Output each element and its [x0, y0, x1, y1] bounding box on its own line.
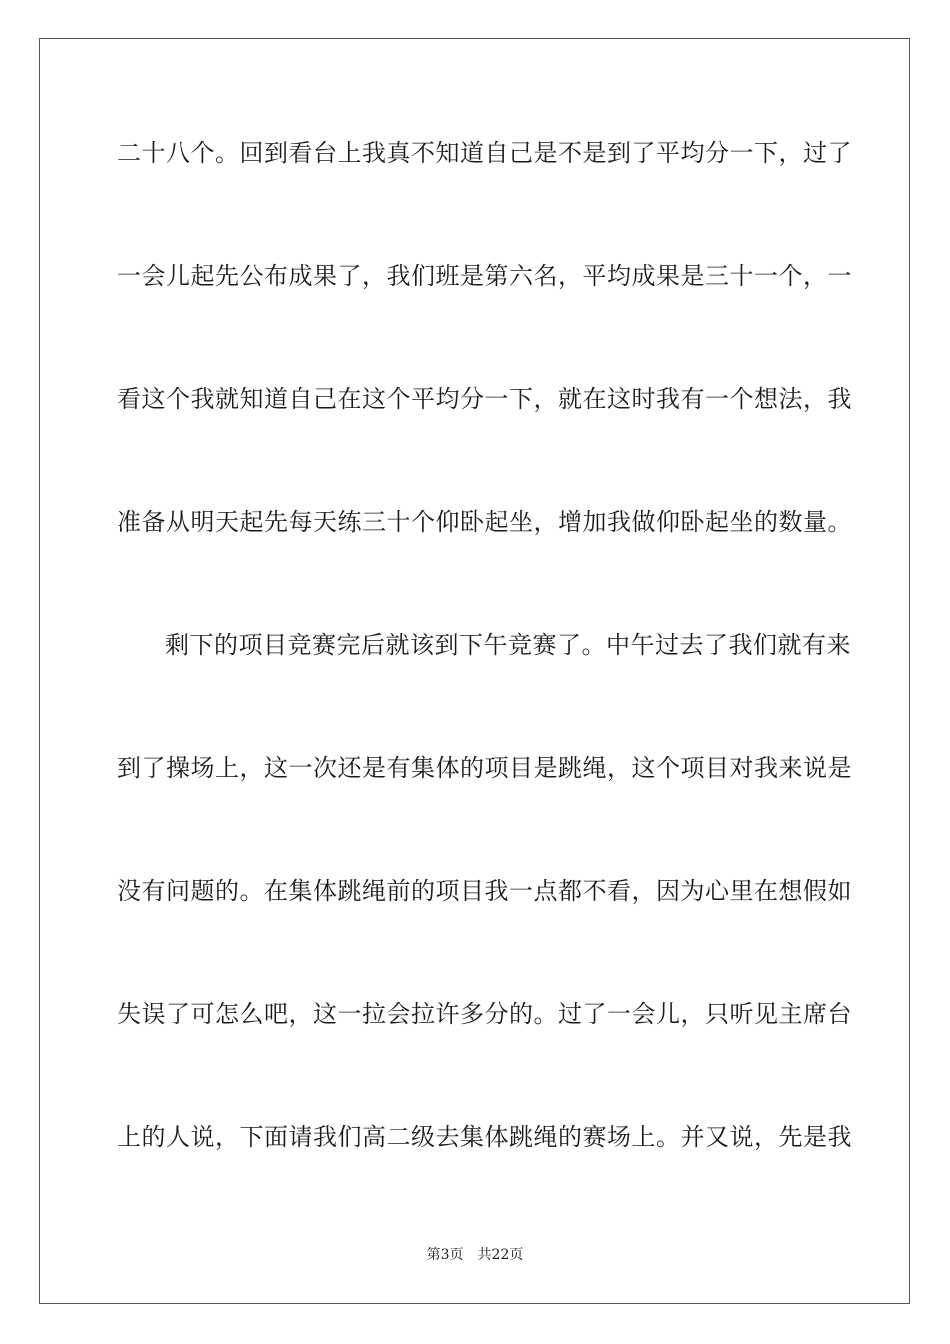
- body-text-line: 没有问题的。在集体跳绳前的项目我一点都不看，因为心里在想假如: [117, 877, 852, 905]
- page-footer: [0, 1246, 950, 1264]
- body-text-line: 一会儿起先公布成果了，我们班是第六名，平均成果是三十一个，一: [117, 262, 852, 290]
- body-text-line: 二十八个。回到看台上我真不知道自己是不是到了平均分一下，过了: [117, 139, 852, 167]
- body-text-line: 失误了可怎么吧，这一拉会拉许多分的。过了一会儿，只听见主席台: [117, 1000, 852, 1028]
- body-text-line: 上的人说，下面请我们高二级去集体跳绳的赛场上。并又说，先是我: [117, 1123, 852, 1151]
- paragraph-start-line: 剩下的项目竞赛完后就该到下午竞赛了。中午过去了我们就有来: [165, 631, 851, 659]
- page-total: 共22页: [477, 1247, 524, 1263]
- body-text-line: 到了操场上，这一次还是有集体的项目是跳绳，这个项目对我来说是: [117, 754, 852, 782]
- body-text-line: 看这个我就知道自己在这个平均分一下，就在这时我有一个想法，我: [117, 385, 852, 413]
- page-number: 第3页: [426, 1247, 464, 1263]
- page-border: [39, 38, 910, 1304]
- body-text-line: 准备从明天起先每天练三十个仰卧起坐，增加我做仰卧起坐的数量。: [117, 508, 852, 536]
